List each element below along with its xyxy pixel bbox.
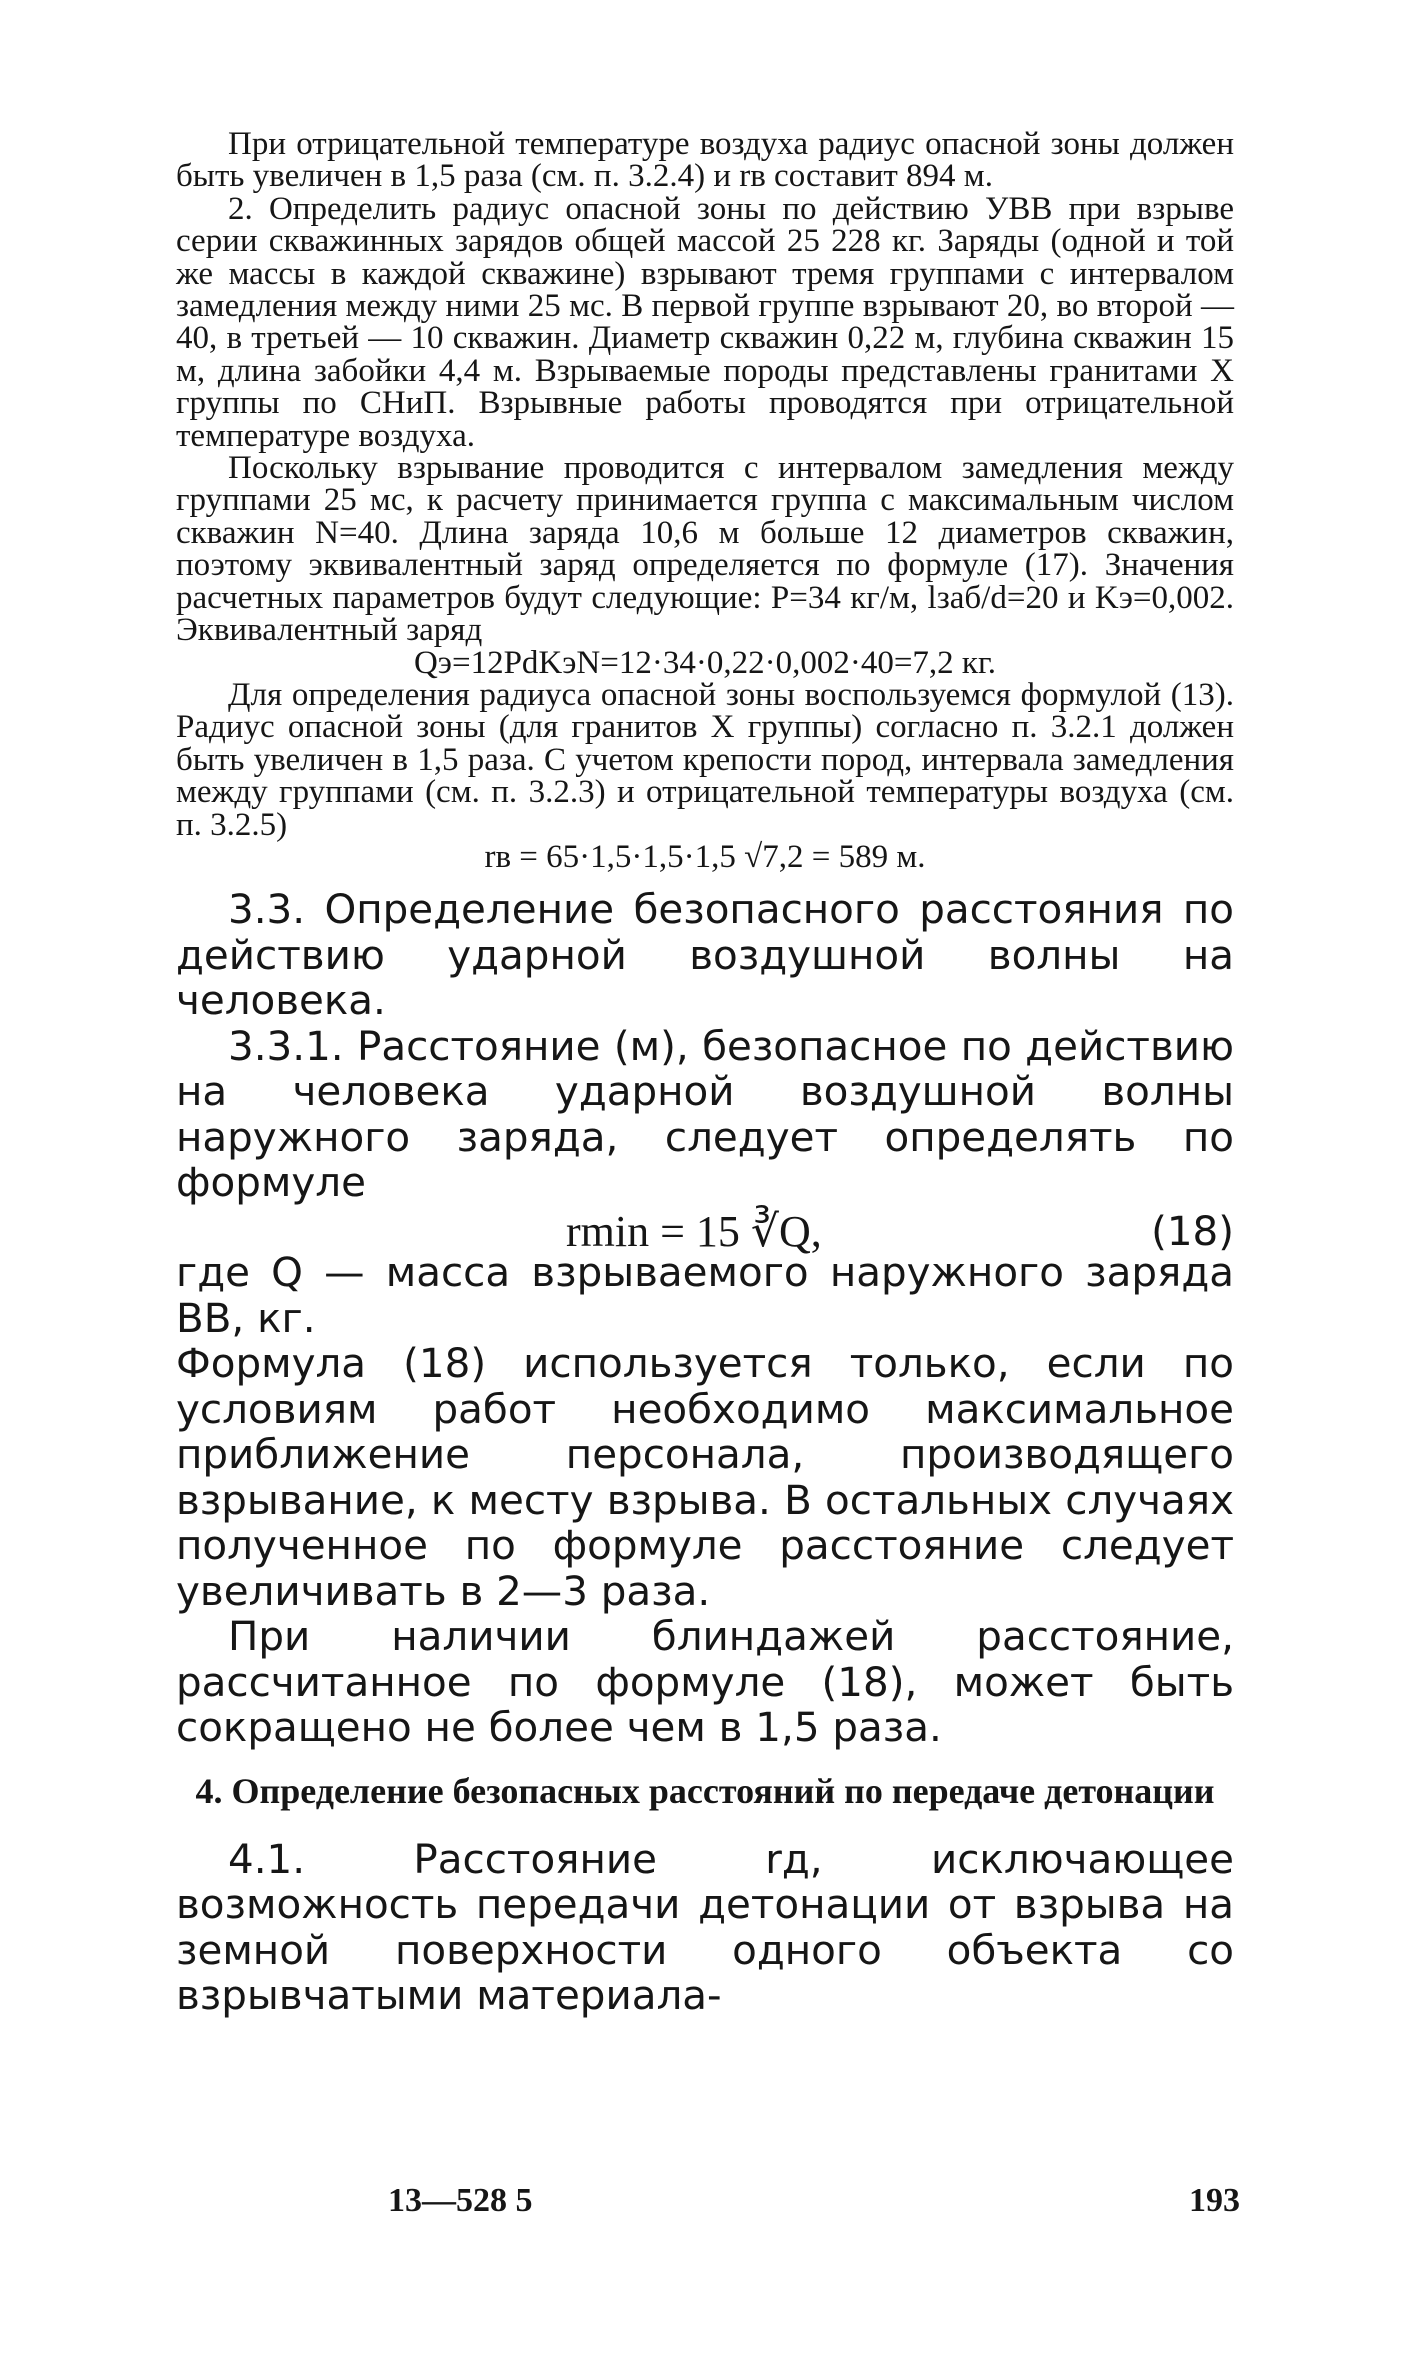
document-page bbox=[176, 128, 1234, 2019]
main-text-section bbox=[176, 887, 1234, 1751]
paragraph: При наличии блиндажей расстояние, рассчитанное по формуле (18), может быть сокращено не более чем в 1,5 раза. bbox=[176, 1612, 1234, 1752]
page-footer bbox=[388, 2182, 1240, 2220]
paragraph: Для определения радиуса опасной зоны воспользуемся формулой (13). Радиус опасной зоны (для гранитов X группы) согласно п. 3.2.1 должен быть увеличен в 1,5 раза. С учетом крепости пород, интервала замедления между группами (см. п. 3.2.3) и отрицательной температуры воздуха (см. п. 3.2.5) bbox=[176, 676, 1234, 843]
printer-signature: 13—528 5 bbox=[388, 2182, 533, 2219]
section-title-3-3: 3.3. Определение безопасного расстояния по действию ударной воздушной волны на человека. bbox=[176, 885, 1234, 1025]
paragraph: 4.1. Расстояние rд, исключающее возможность передачи детонации от взрыва на земной поверхности одного объекта со взрывчатыми материала- bbox=[176, 1834, 1234, 2020]
paragraph: 2. Определить радиус опасной зоны по действию УВВ при взрыве серии скважинных зарядов общей массой 25 228 кг. Заряды (одной и той же массы в каждой скважине) взрывают тремя группами с интервалом замедления между ними 25 мс. В первой группе взрывают 20, во второй — 40, в третьей — 10 скважин. Диаметр скважин 0,22 м, глубина скважин 15 м, длина забойки 4,4 м. Взрываемые породы представлены гранитами X группы по СНиП. Взрывные работы проводятся при отрицательной температуре воздуха. bbox=[176, 190, 1234, 454]
section-heading-4: 4. Определение безопасных расстояний по передаче детонации bbox=[195, 1770, 1215, 1811]
paragraph: где Q — масса взрываемого наружного заряда ВВ, кг. bbox=[176, 1248, 1234, 1342]
formula-equivalent-charge: Qэ=12PdKэN=12·34·0,22·0,002·40=7,2 кг. bbox=[413, 644, 997, 681]
formula-danger-radius: rв = 65·1,5·1,5·1,5 √7,2 = 589 м. bbox=[484, 838, 926, 875]
paragraph: При отрицательной температуре воздуха радиус опасной зоны должен быть увеличен в 1,5 раза (см. п. 3.2.4) и rв составит 894 м. bbox=[176, 126, 1234, 195]
paragraph: 3.3.1. Расстояние (м), безопасное по действию на человека ударной воздушной волны наружного заряда, следует определять по формуле bbox=[176, 1021, 1234, 1207]
formula-18-number: (18) bbox=[1151, 1206, 1234, 1255]
formula-18-expression: rmin = 15 ∛Q, bbox=[566, 1206, 822, 1256]
small-print-section bbox=[176, 128, 1234, 873]
main-text-section-4 bbox=[176, 1834, 1234, 2020]
page-number: 193 bbox=[1189, 2182, 1240, 2219]
paragraph: Формула (18) используется только, если по условиям работ необходимо максимальное приближение персонала, производящего взрывание, к месту взрыва. В остальных случаях полученное по формуле расстояние следует увеличивать в 2—3 раза. bbox=[176, 1339, 1234, 1615]
paragraph: Поскольку взрывание проводится с интервалом замедления между группами 25 мс, к расчету принимается группа с максимальным числом скважин N=40. Длина заряда 10,6 м больше 12 диаметров скважин, поэтому эквивалентный заряд определяется по формуле (17). Значения расчетных параметров будут следующие: P=34 кг/м, lзаб/d=20 и Kэ=0,002. Эквивалентный заряд bbox=[176, 450, 1234, 649]
